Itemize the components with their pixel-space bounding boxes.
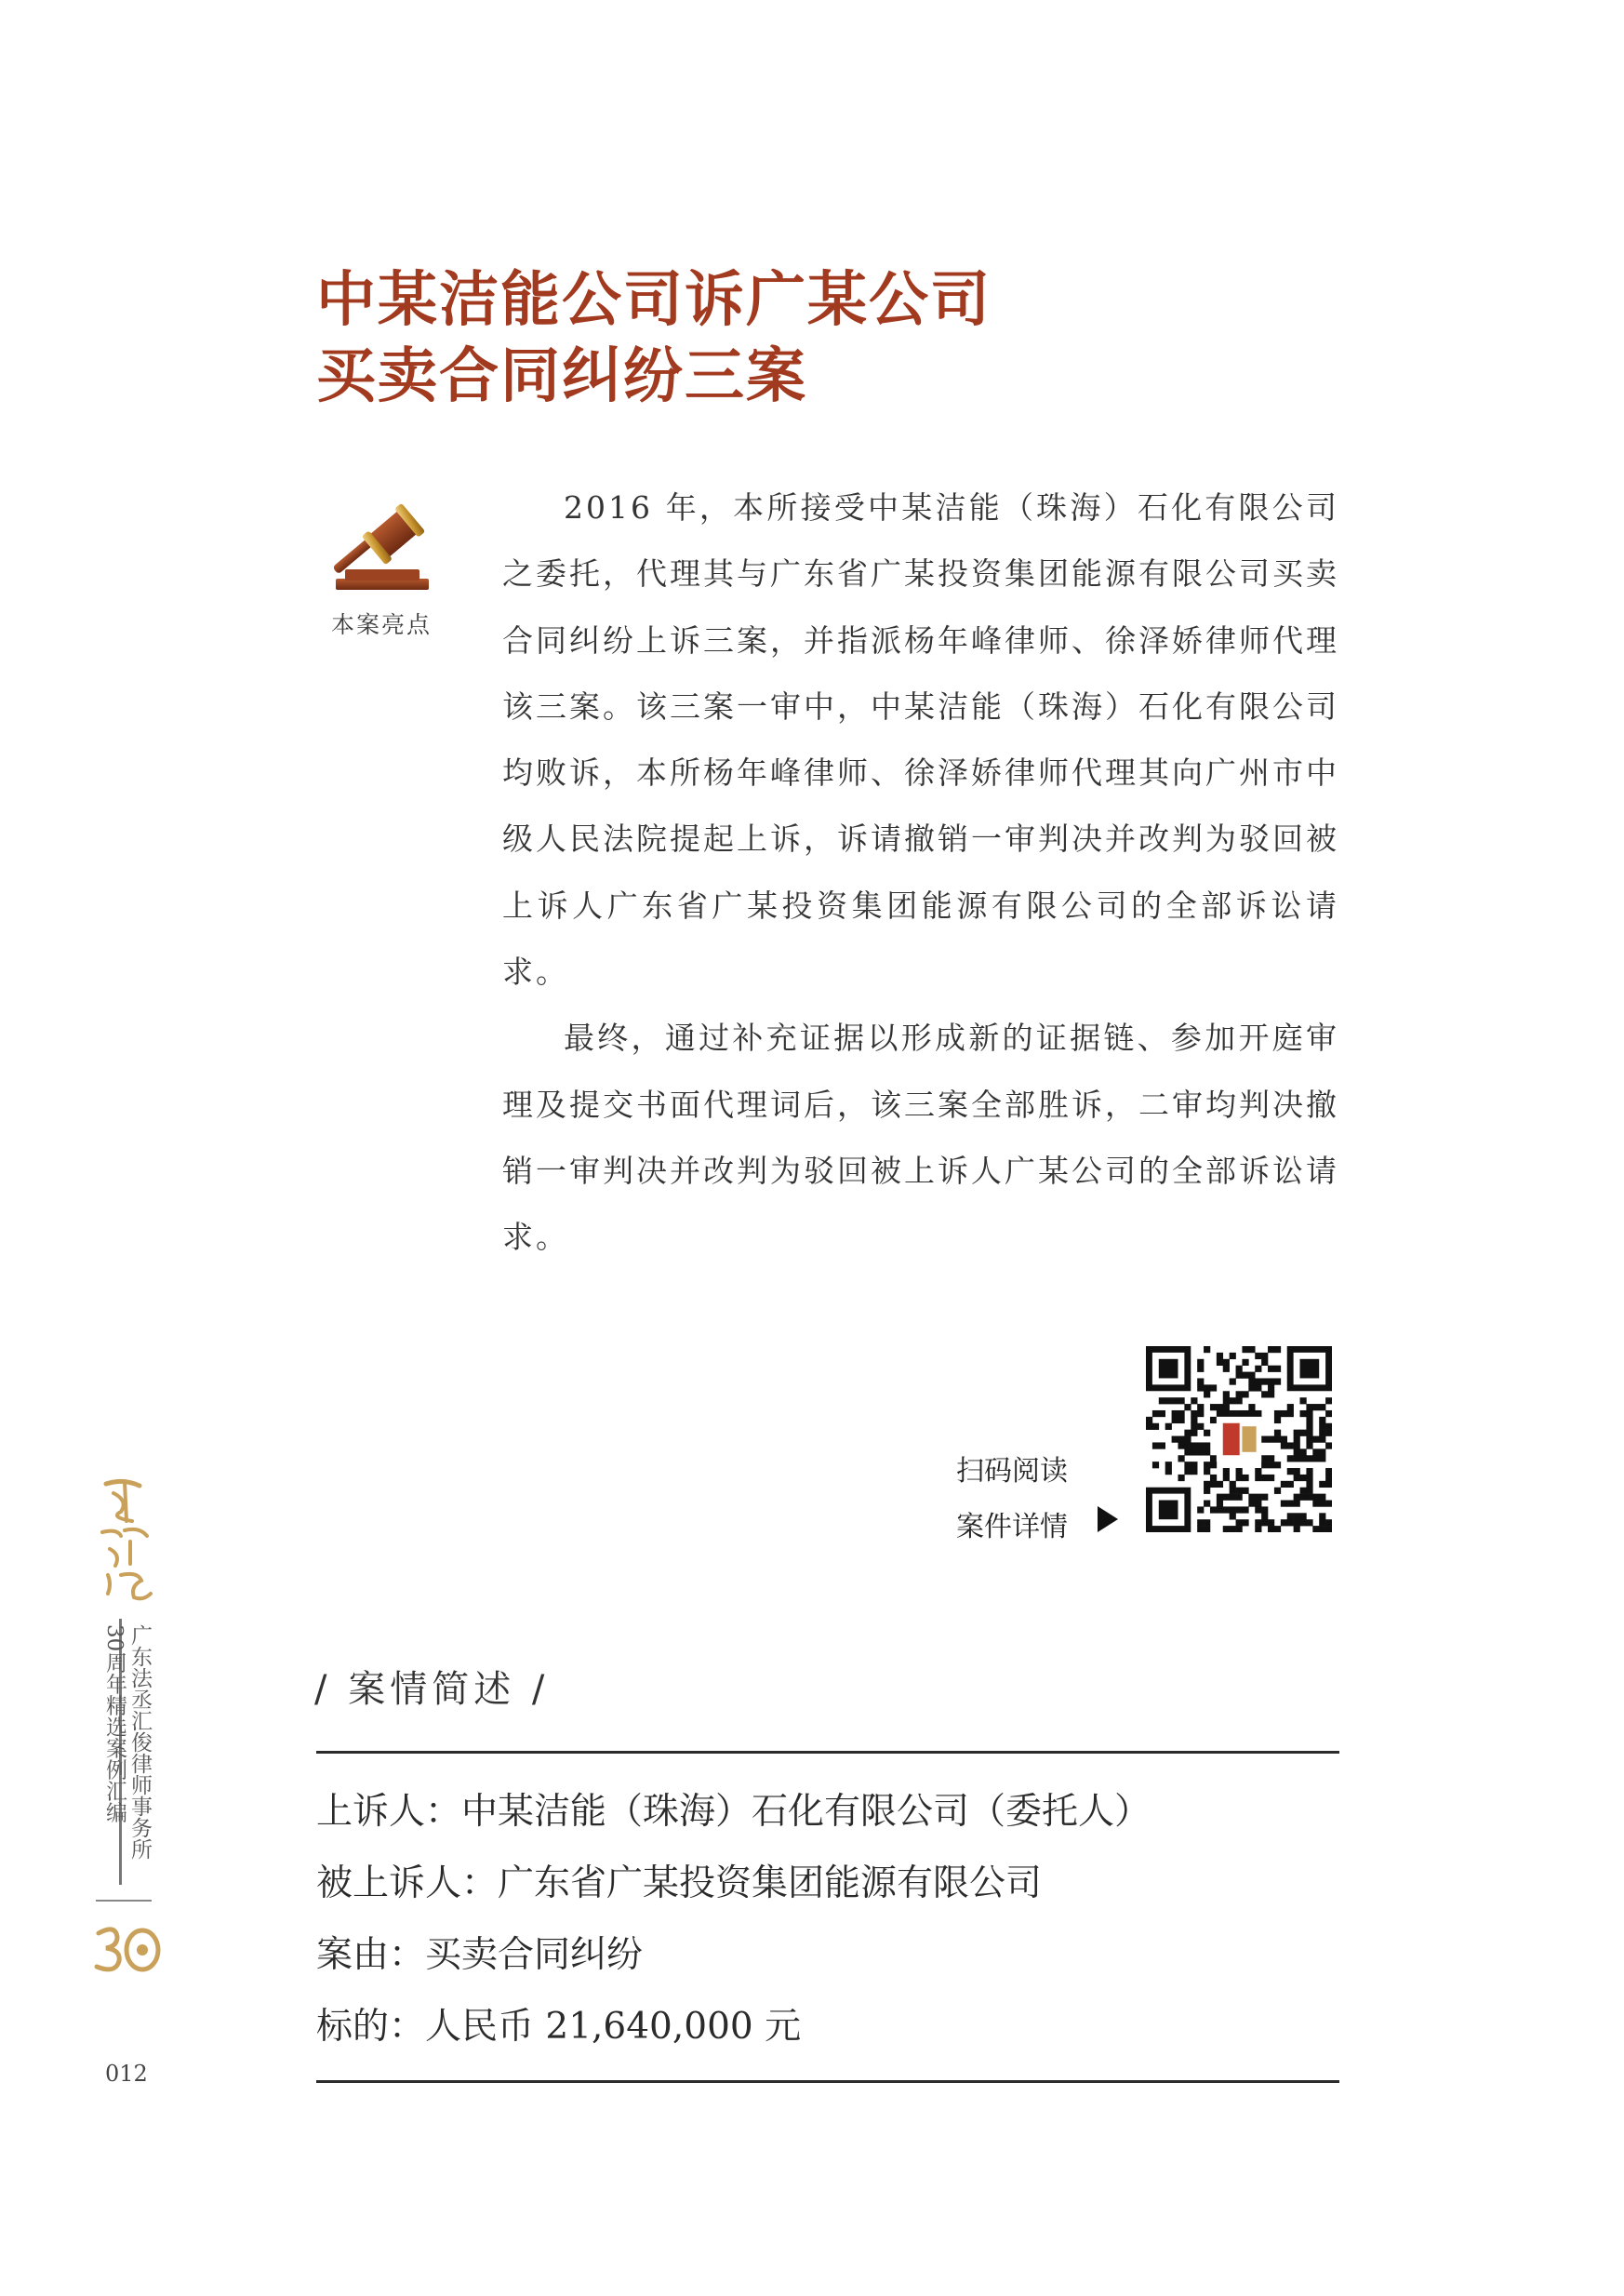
sidebar-collection-name: 30周年精选案例汇编 — [102, 1624, 126, 1823]
cause-row: 案由：买卖合同纠纷 — [316, 1934, 644, 1976]
sidebar-firm-name: 广东法丞汇俊律师事务所 — [127, 1624, 152, 1860]
case-highlight-badge — [321, 499, 442, 640]
case-title-line-2: 买卖合同纠纷三案 — [316, 342, 807, 411]
30-anniversary-logo — [91, 1922, 164, 1976]
body-paragraph-2: 最终，通过补充证据以形成新的证据链、参加开庭审理及提交书面代理词后，该三案全部胜诉，二审均判决撤销一审判决并改判为驳回被上诉人广某公司的全部诉讼请求。 — [502, 1020, 1339, 1256]
summary-bottom-rule — [316, 2080, 1339, 2083]
appellee-row: 被上诉人：广东省广某投资集团能源有限公司 — [316, 1862, 1043, 1904]
calligraphy-logo-icon — [93, 1475, 158, 1605]
subject-row: 标的：人民币 21,640,000 元 — [316, 2006, 802, 2048]
highlight-label: 本案亮点 — [330, 611, 432, 638]
qr-caption-line-1: 扫码阅读 — [956, 1455, 1068, 1488]
qr-caption — [956, 1444, 1068, 1555]
page-number: 012 — [105, 2061, 148, 2087]
appellant-row: 上诉人：中某洁能（珠海）石化有限公司（委托人） — [316, 1791, 1151, 1833]
play-arrow-icon — [1096, 1504, 1120, 1534]
body-paragraph-1: 2016 年，本所接受中某洁能（珠海）石化有限公司之委托，代理其与广东省广某投资集团能源有限公司买卖合同纠纷上诉三案，并指派杨年峰律师、徐泽娇律师代理该三案。该三案一审中，中某洁能（珠海）石化有限公司均败诉，本所杨年峰律师、徐泽娇律师代理其向广州市中级人民法院提起上诉，诉请撤销一审判决并改判为驳回被上诉人广东省广某投资集团能源有限公司的全部诉讼请求。 — [502, 489, 1339, 991]
qr-caption-line-2: 案件详情 — [956, 1511, 1068, 1543]
section-heading: / 案情简述 / — [314, 1668, 550, 1711]
summary-top-rule — [316, 1751, 1339, 1754]
case-title-line-1: 中某洁能公司诉广某公司 — [316, 266, 992, 335]
gavel-icon — [321, 499, 442, 603]
qr-block — [949, 1346, 1339, 1542]
qr-code[interactable] — [1146, 1346, 1332, 1532]
sidebar-vertical-title — [100, 1624, 151, 1894]
case-body — [502, 474, 1339, 1271]
sidebar-divider-horizontal — [96, 1900, 152, 1902]
case-summary — [316, 1784, 1339, 2071]
case-title — [316, 262, 992, 415]
